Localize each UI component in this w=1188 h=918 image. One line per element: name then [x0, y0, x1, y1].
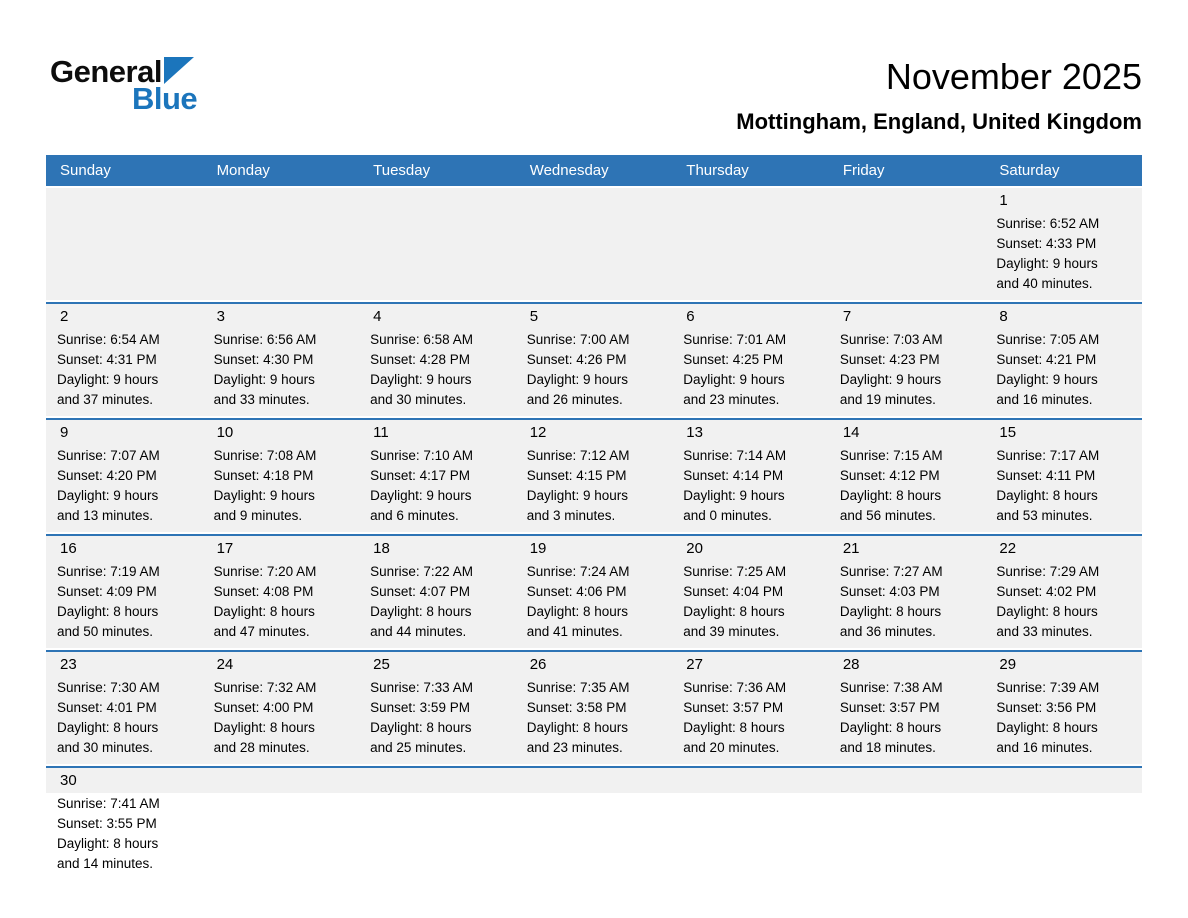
sunrise-text: Sunrise: 7:03 AM [839, 332, 943, 348]
logo-triangle-icon [164, 57, 194, 84]
sunset-text: Sunset: 4:31 PM [57, 352, 157, 368]
daylight-minutes-text: and 6 minutes. [370, 508, 459, 524]
daylight-minutes-text: and 50 minutes. [57, 624, 154, 640]
daylight-minutes-text: and 25 minutes. [370, 740, 467, 756]
daylight-minutes-text: and 14 minutes. [57, 856, 154, 872]
day-cell-7 [829, 304, 986, 416]
day-number-26: 26 [529, 656, 547, 674]
sunrise-text: Sunrise: 7:30 AM [57, 680, 160, 696]
day-number-10: 10 [216, 424, 234, 442]
day-cell-4 [359, 304, 516, 416]
sunrise-text: Sunrise: 7:10 AM [370, 448, 473, 464]
daylight-hours-text: Daylight: 9 hours [213, 372, 315, 388]
day-cell-21 [829, 536, 986, 648]
weekday-header-thursday: Thursday [686, 162, 749, 180]
header-title-block [736, 56, 1142, 135]
daylight-hours-text: Daylight: 8 hours [839, 604, 942, 620]
daylight-minutes-text: and 9 minutes. [213, 508, 303, 524]
weekday-header-tuesday: Tuesday [373, 162, 431, 180]
day-cell-27 [672, 652, 829, 764]
sunset-text: Sunset: 4:03 PM [839, 584, 940, 600]
sunset-text: Sunset: 4:02 PM [996, 584, 1097, 600]
daylight-minutes-text: and 56 minutes. [839, 508, 936, 524]
sunrise-text: Sunrise: 7:35 AM [526, 680, 630, 696]
sunrise-text: Sunrise: 7:25 AM [683, 564, 787, 580]
sunrise-text: Sunrise: 7:01 AM [683, 332, 787, 348]
daylight-hours-text: Daylight: 9 hours [683, 372, 785, 388]
day-cell-6 [672, 304, 829, 416]
logo-text-blue: Blue [132, 81, 198, 116]
daylight-hours-text: Daylight: 8 hours [839, 488, 942, 504]
calendar-grid [46, 188, 1142, 880]
day-cell-3 [203, 304, 360, 416]
weekday-header-row [46, 155, 1142, 186]
sunrise-text: Sunrise: 7:27 AM [839, 564, 943, 580]
day-number-15: 15 [999, 424, 1017, 442]
daylight-hours-text: Daylight: 8 hours [213, 604, 315, 620]
sunset-text: Sunset: 4:21 PM [996, 352, 1097, 368]
sunrise-text: Sunrise: 7:12 AM [526, 448, 630, 464]
day-cell-10 [203, 420, 360, 532]
day-number-1: 1 [999, 192, 1008, 210]
sunset-text: Sunset: 3:57 PM [839, 700, 940, 716]
daylight-hours-text: Daylight: 9 hours [213, 488, 315, 504]
day-number-25: 25 [373, 656, 390, 674]
daylight-hours-text: Daylight: 8 hours [996, 488, 1098, 504]
sunset-text: Sunset: 4:14 PM [683, 468, 784, 484]
daylight-hours-text: Daylight: 8 hours [683, 604, 785, 620]
day-number-6: 6 [686, 308, 695, 326]
sunrise-text: Sunrise: 7:38 AM [839, 680, 943, 696]
sunrise-text: Sunrise: 7:19 AM [57, 564, 160, 580]
day-number-2: 2 [60, 308, 69, 326]
daylight-minutes-text: and 53 minutes. [996, 508, 1093, 524]
sunset-text: Sunset: 4:15 PM [526, 468, 627, 484]
sunset-text: Sunset: 4:30 PM [213, 352, 314, 368]
day-cell-empty [829, 188, 986, 300]
sunset-text: Sunset: 4:01 PM [57, 700, 157, 716]
sunset-text: Sunset: 4:25 PM [683, 352, 784, 368]
week-row-1 [46, 188, 1142, 300]
day-cell-26 [516, 652, 673, 764]
week-row-5 [46, 650, 1142, 764]
sunrise-text: Sunrise: 7:05 AM [996, 332, 1100, 348]
day-number-28: 28 [842, 656, 860, 674]
day-cell-14 [829, 420, 986, 532]
daylight-minutes-text: and 47 minutes. [213, 624, 310, 640]
day-cell-24 [203, 652, 360, 764]
day-cell-28 [829, 652, 986, 764]
daylight-minutes-text: and 33 minutes. [996, 624, 1093, 640]
daylight-minutes-text: and 44 minutes. [370, 624, 467, 640]
sunrise-text: Sunrise: 7:07 AM [57, 448, 160, 464]
day-number-5: 5 [529, 308, 539, 326]
daylight-hours-text: Daylight: 9 hours [996, 256, 1098, 272]
day-number-9: 9 [60, 424, 69, 442]
day-cell-empty [516, 768, 673, 880]
daylight-minutes-text: and 13 minutes. [57, 508, 154, 524]
day-cell-25 [359, 652, 516, 764]
day-cell-30 [46, 768, 203, 880]
general-blue-logo [50, 56, 197, 114]
daylight-minutes-text: and 20 minutes. [683, 740, 780, 756]
daylight-hours-text: Daylight: 8 hours [57, 604, 159, 620]
sunrise-text: Sunrise: 7:32 AM [213, 680, 317, 696]
day-cell-1 [985, 188, 1142, 300]
sunset-text: Sunset: 4:06 PM [526, 584, 627, 600]
daylight-hours-text: Daylight: 8 hours [213, 720, 315, 736]
sunset-text: Sunset: 4:26 PM [526, 352, 627, 368]
day-cell-20 [672, 536, 829, 648]
sunset-text: Sunset: 3:57 PM [683, 700, 784, 716]
sunrise-text: Sunrise: 7:22 AM [370, 564, 473, 580]
sunset-text: Sunset: 3:59 PM [370, 700, 470, 716]
day-cell-empty [359, 188, 516, 300]
sunset-text: Sunset: 4:33 PM [996, 236, 1097, 252]
sunset-text: Sunset: 4:07 PM [370, 584, 470, 600]
day-cell-empty [829, 768, 986, 880]
weekday-header-saturday: Saturday [999, 162, 1060, 180]
daylight-hours-text: Daylight: 8 hours [996, 604, 1098, 620]
daylight-minutes-text: and 40 minutes. [996, 276, 1093, 292]
daylight-minutes-text: and 39 minutes. [683, 624, 780, 640]
daylight-hours-text: Daylight: 8 hours [996, 720, 1098, 736]
sunrise-text: Sunrise: 7:36 AM [683, 680, 787, 696]
daylight-hours-text: Daylight: 9 hours [370, 488, 472, 504]
day-number-8: 8 [999, 308, 1008, 326]
daylight-hours-text: Daylight: 8 hours [57, 720, 159, 736]
weekday-header-sunday: Sunday [60, 162, 111, 180]
weekday-header-wednesday: Wednesday [529, 162, 609, 180]
sunrise-text: Sunrise: 7:24 AM [526, 564, 630, 580]
daylight-minutes-text: and 30 minutes. [57, 740, 154, 756]
day-cell-16 [46, 536, 203, 648]
day-number-14: 14 [842, 424, 860, 442]
daylight-hours-text: Daylight: 8 hours [370, 604, 472, 620]
daylight-minutes-text: and 23 minutes. [683, 392, 780, 408]
day-number-19: 19 [529, 540, 547, 558]
daylight-minutes-text: and 16 minutes. [996, 392, 1093, 408]
week-row-2 [46, 302, 1142, 416]
sunset-text: Sunset: 4:04 PM [683, 584, 784, 600]
sunrise-text: Sunrise: 6:52 AM [996, 216, 1100, 232]
sunset-text: Sunset: 4:20 PM [57, 468, 157, 484]
sunset-text: Sunset: 4:08 PM [213, 584, 314, 600]
sunrise-text: Sunrise: 6:58 AM [370, 332, 473, 348]
sunset-text: Sunset: 4:18 PM [213, 468, 314, 484]
day-number-17: 17 [216, 540, 234, 558]
day-number-3: 3 [216, 308, 225, 326]
day-number-7: 7 [842, 308, 852, 326]
daylight-hours-text: Daylight: 9 hours [683, 488, 785, 504]
daylight-hours-text: Daylight: 8 hours [370, 720, 472, 736]
sunset-text: Sunset: 4:00 PM [213, 700, 314, 716]
sunrise-text: Sunrise: 6:54 AM [57, 332, 160, 348]
day-number-23: 23 [60, 656, 77, 674]
day-number-18: 18 [373, 540, 390, 558]
day-cell-empty [203, 188, 360, 300]
daylight-minutes-text: and 16 minutes. [996, 740, 1093, 756]
day-cell-8 [985, 304, 1142, 416]
day-number-21: 21 [842, 540, 860, 558]
day-number-24: 24 [216, 656, 234, 674]
calendar [46, 155, 1142, 880]
sunset-text: Sunset: 4:09 PM [57, 584, 157, 600]
day-cell-empty [203, 768, 360, 880]
sunset-text: Sunset: 4:28 PM [370, 352, 470, 368]
sunrise-text: Sunrise: 6:56 AM [213, 332, 317, 348]
daylight-minutes-text: and 41 minutes. [526, 624, 623, 640]
day-number-29: 29 [999, 656, 1017, 674]
day-cell-9 [46, 420, 203, 532]
day-number-30: 30 [60, 772, 77, 790]
day-cell-12 [516, 420, 673, 532]
day-cell-empty [672, 188, 829, 300]
day-number-12: 12 [529, 424, 547, 442]
daylight-minutes-text: and 18 minutes. [839, 740, 936, 756]
daylight-minutes-text: and 37 minutes. [57, 392, 154, 408]
week-row-3 [46, 418, 1142, 532]
sunrise-text: Sunrise: 7:41 AM [57, 796, 160, 812]
day-cell-29 [985, 652, 1142, 764]
daylight-hours-text: Daylight: 8 hours [839, 720, 942, 736]
sunrise-text: Sunrise: 7:00 AM [526, 332, 630, 348]
daylight-hours-text: Daylight: 9 hours [57, 488, 159, 504]
week-row-4 [46, 534, 1142, 648]
sunrise-text: Sunrise: 7:15 AM [839, 448, 943, 464]
day-cell-15 [985, 420, 1142, 532]
sunrise-text: Sunrise: 7:08 AM [213, 448, 317, 464]
daylight-hours-text: Daylight: 9 hours [526, 372, 629, 388]
day-number-16: 16 [60, 540, 77, 558]
calendar-month-title: November 2025 [885, 56, 1142, 97]
daylight-minutes-text: and 19 minutes. [839, 392, 936, 408]
day-number-27: 27 [686, 656, 703, 674]
daylight-minutes-text: and 26 minutes. [526, 392, 623, 408]
day-number-22: 22 [999, 540, 1017, 558]
daylight-minutes-text: and 33 minutes. [213, 392, 310, 408]
sunset-text: Sunset: 4:17 PM [370, 468, 470, 484]
sunset-text: Sunset: 3:55 PM [57, 816, 157, 832]
daylight-minutes-text: and 30 minutes. [370, 392, 467, 408]
daylight-minutes-text: and 3 minutes. [526, 508, 616, 524]
sunrise-text: Sunrise: 7:14 AM [683, 448, 787, 464]
calendar-location: Mottingham, England, United Kingdom [736, 109, 1142, 135]
daylight-hours-text: Daylight: 9 hours [526, 488, 629, 504]
sunset-text: Sunset: 4:12 PM [839, 468, 940, 484]
day-cell-19 [516, 536, 673, 648]
day-number-4: 4 [373, 308, 382, 326]
daylight-minutes-text: and 23 minutes. [526, 740, 623, 756]
day-cell-23 [46, 652, 203, 764]
day-cell-13 [672, 420, 829, 532]
week-row-6 [46, 766, 1142, 880]
sunrise-text: Sunrise: 7:33 AM [370, 680, 473, 696]
sunrise-text: Sunrise: 7:29 AM [996, 564, 1100, 580]
day-cell-empty [46, 188, 203, 300]
daylight-hours-text: Daylight: 9 hours [996, 372, 1098, 388]
daylight-minutes-text: and 0 minutes. [683, 508, 772, 524]
day-number-13: 13 [686, 424, 703, 442]
day-cell-2 [46, 304, 203, 416]
daylight-hours-text: Daylight: 8 hours [526, 720, 629, 736]
sunrise-text: Sunrise: 7:39 AM [996, 680, 1100, 696]
day-number-20: 20 [686, 540, 703, 558]
day-number-11: 11 [373, 424, 389, 442]
day-cell-18 [359, 536, 516, 648]
daylight-hours-text: Daylight: 8 hours [683, 720, 785, 736]
day-cell-empty [985, 768, 1142, 880]
sunrise-text: Sunrise: 7:20 AM [213, 564, 317, 580]
day-cell-17 [203, 536, 360, 648]
day-cell-22 [985, 536, 1142, 648]
sunset-text: Sunset: 4:11 PM [996, 468, 1096, 484]
daylight-hours-text: Daylight: 9 hours [370, 372, 472, 388]
daylight-minutes-text: and 28 minutes. [213, 740, 310, 756]
day-cell-empty [516, 188, 673, 300]
sunrise-text: Sunrise: 7:17 AM [996, 448, 1100, 464]
day-cell-5 [516, 304, 673, 416]
daylight-hours-text: Daylight: 8 hours [57, 836, 159, 852]
sunset-text: Sunset: 3:58 PM [526, 700, 627, 716]
daylight-hours-text: Daylight: 9 hours [57, 372, 159, 388]
daylight-hours-text: Daylight: 9 hours [839, 372, 942, 388]
sunset-text: Sunset: 4:23 PM [839, 352, 940, 368]
weekday-header-friday: Friday [842, 162, 885, 180]
page-header [0, 0, 1188, 135]
logo-text-general: General [50, 54, 162, 89]
daylight-hours-text: Daylight: 8 hours [526, 604, 629, 620]
day-cell-empty [672, 768, 829, 880]
day-cell-11 [359, 420, 516, 532]
daylight-minutes-text: and 36 minutes. [839, 624, 936, 640]
weekday-header-monday: Monday [216, 162, 270, 180]
sunset-text: Sunset: 3:56 PM [996, 700, 1097, 716]
day-cell-empty [359, 768, 516, 880]
